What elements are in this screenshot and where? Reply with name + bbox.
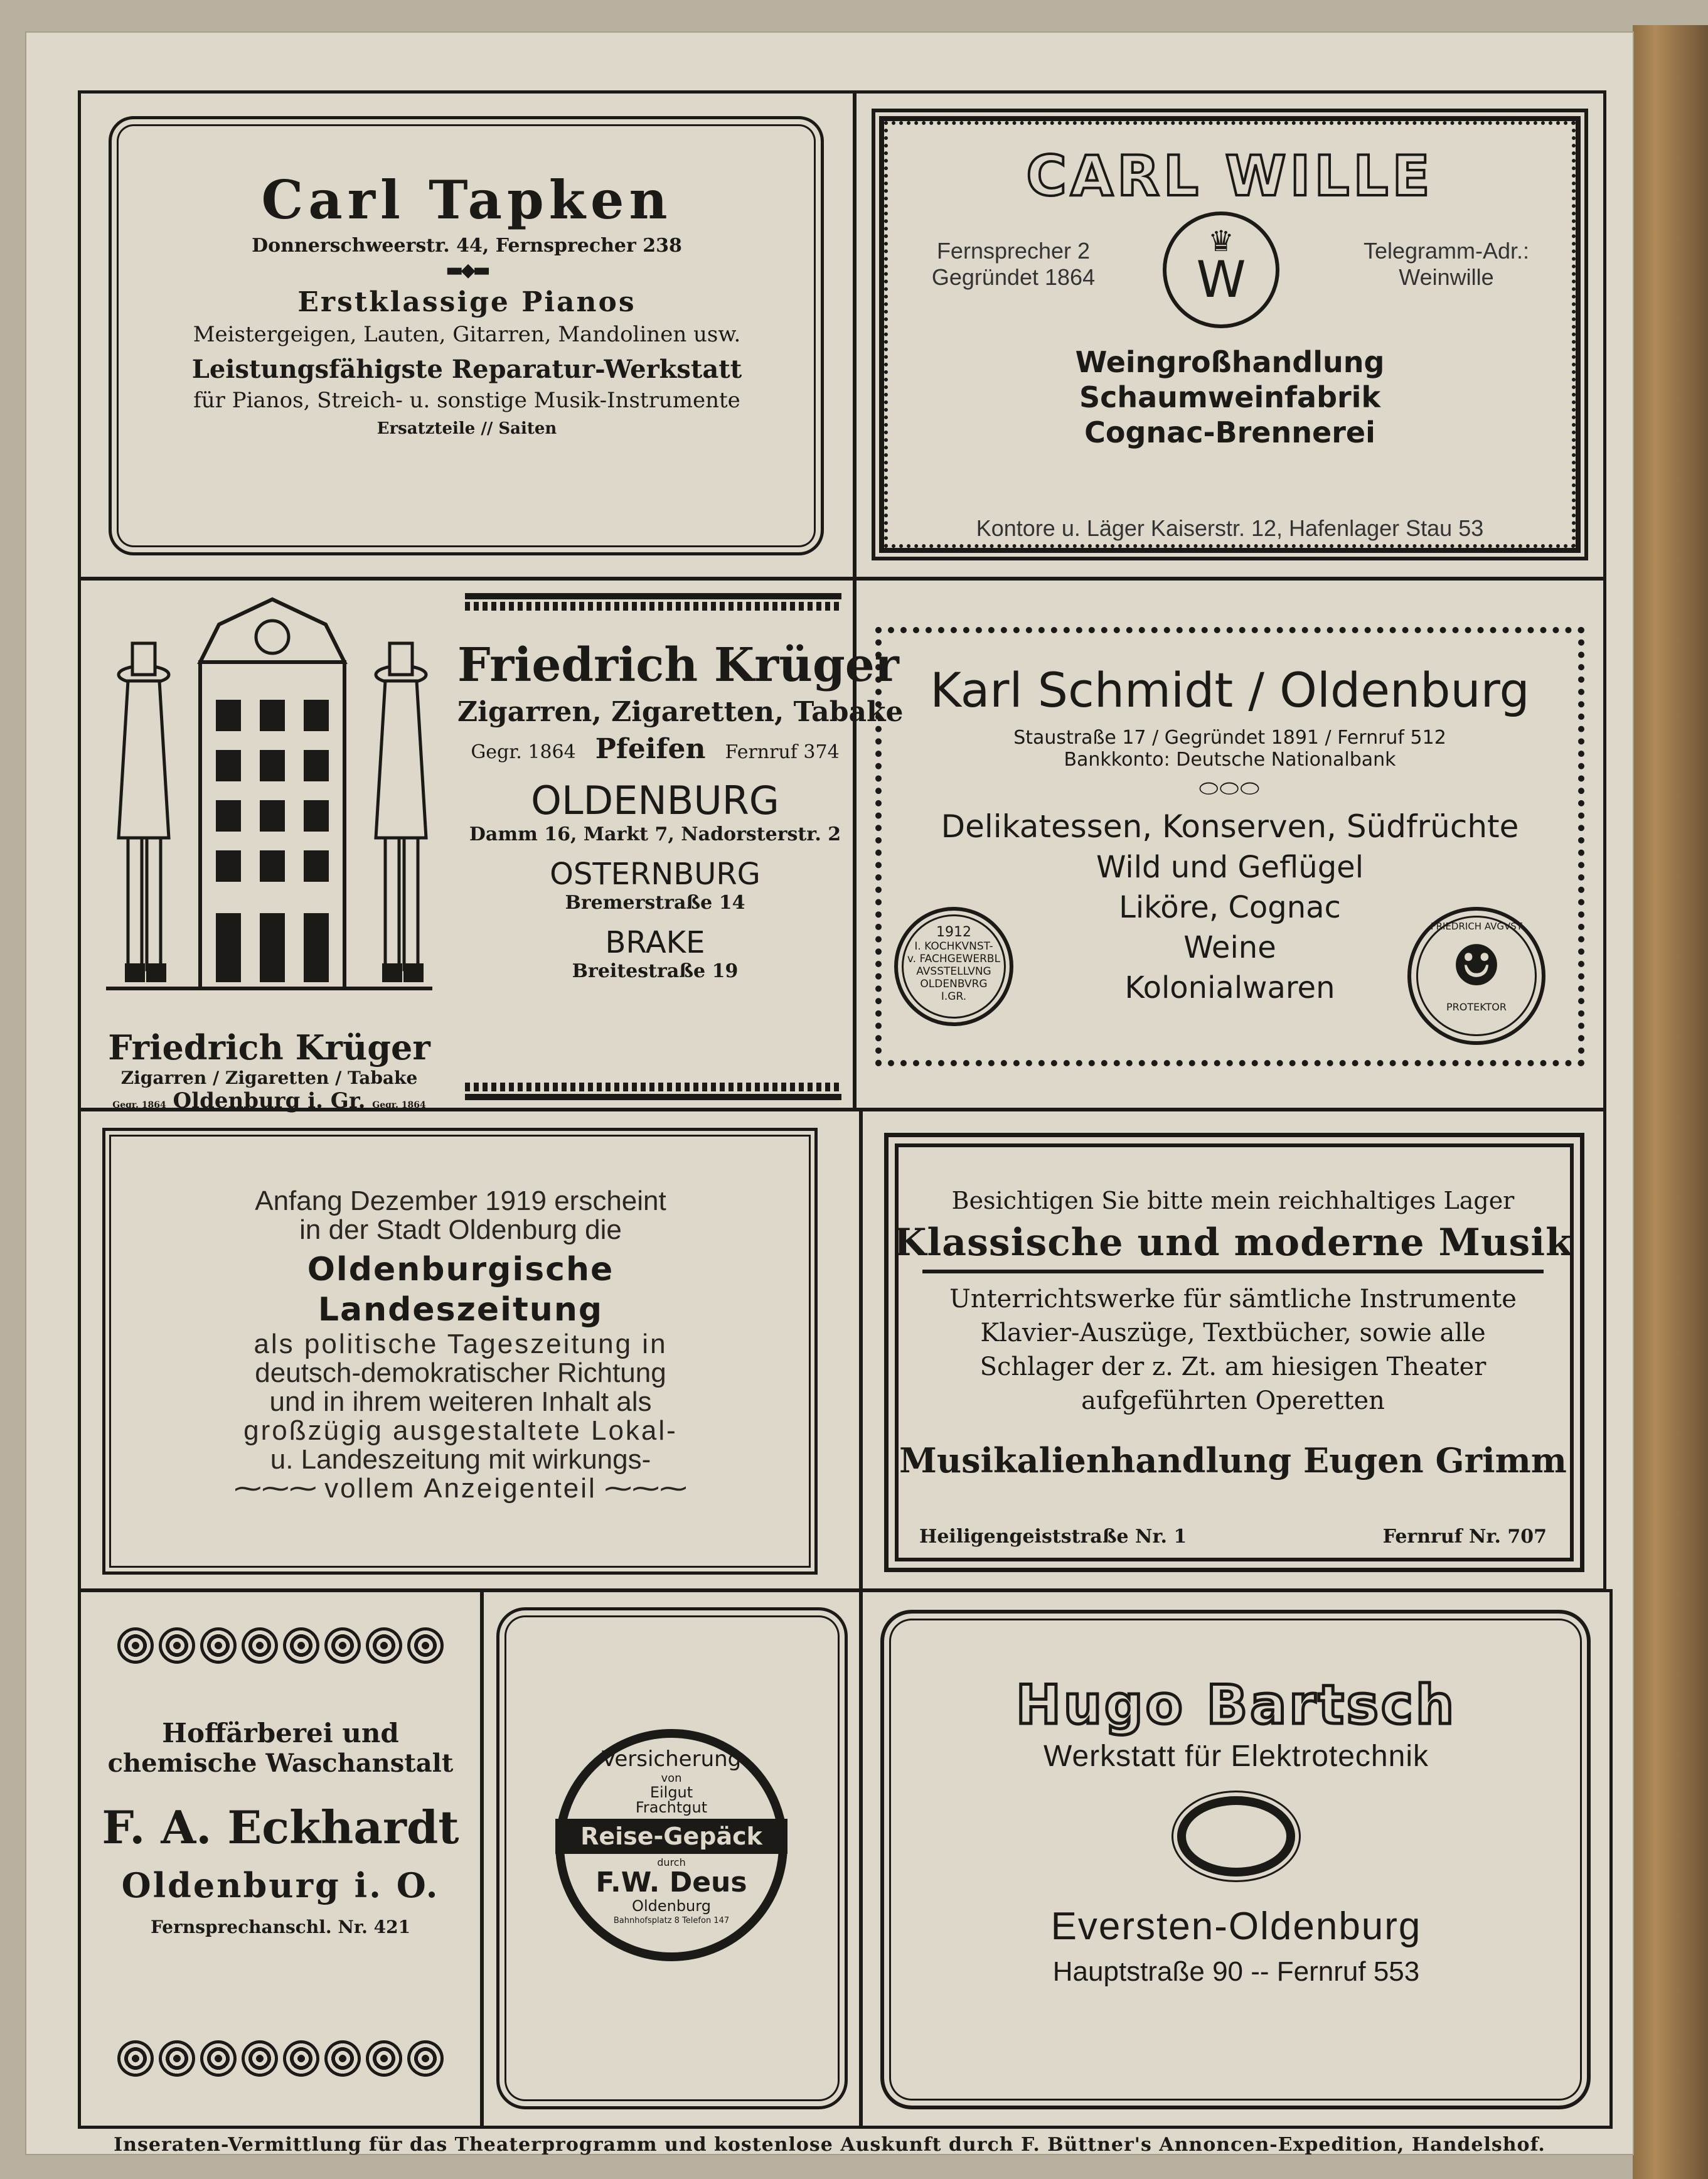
target-ornament <box>159 2040 195 2077</box>
zeitung-body-4: u. Landeszeitung mit wirkungs- <box>270 1444 651 1475</box>
target-ornament <box>159 1627 195 1664</box>
deus-ring-bottom: Bahnhofsplatz 8 Telefon 147 <box>613 1916 730 1925</box>
schmidt-address: Staustraße 17 / Gegründet 1891 / Fernruf 512 <box>1013 727 1446 749</box>
tapken-line1: Meistergeigen, Lauten, Gitarren, Mandolinen usw. <box>193 322 741 347</box>
krueger-pipes: Pfeifen <box>595 733 706 765</box>
tapken-line4: Ersatzteile // Saiten <box>376 419 557 438</box>
grimm-line5: aufgeführten Operetten <box>1081 1386 1385 1415</box>
medal1-line1: I. KOCHKVNST- <box>914 940 993 953</box>
target-ornament-row-bottom <box>92 2040 469 2079</box>
tapken-line2: Leistungsfähigste Reparatur-Werkstatt <box>191 355 742 384</box>
krueger-name: Friedrich Krüger <box>457 638 899 692</box>
book-spine <box>1633 25 1708 2179</box>
wille-line2: Schaumweinfabrik <box>1079 380 1381 414</box>
eckhardt-city: Oldenburg i. O. <box>121 1865 440 1905</box>
zeitung-body-0: als politische Tageszeitung in <box>254 1329 668 1359</box>
target-ornament <box>117 2040 154 2077</box>
target-ornament <box>407 2040 444 2077</box>
medal1-line3: AVSSTELLVNG <box>916 965 991 978</box>
ornament-right: ⁓⁓⁓ <box>604 1473 688 1504</box>
grimm-name: Musikalienhandlung Eugen Grimm <box>899 1440 1567 1480</box>
schmidt-bank: Bankkonto: Deutsche Nationalbank <box>1064 749 1396 771</box>
eckhardt-line2: chemische Waschanstalt <box>107 1748 454 1778</box>
deus-name: F.W. Deus <box>595 1866 747 1898</box>
eckhardt-line1: Hoffärberei und <box>162 1718 399 1748</box>
bottom-stripe <box>465 1083 841 1091</box>
target-ornament-row-top <box>92 1627 469 1666</box>
wille-address: Kontore u. Läger Kaiserstr. 12, Hafenlager Stau 53 <box>976 515 1484 541</box>
wille-line1: Weingroßhandlung <box>1075 345 1385 379</box>
zeitung-body-5: vollem Anzeigenteil <box>324 1473 597 1504</box>
krueger-line1: Zigarren, Zigaretten, Tabake <box>457 696 904 728</box>
deus-band: Reise-Gepäck <box>555 1819 787 1854</box>
deus-small2: Eilgut <box>649 1784 693 1801</box>
schmidt-line4: Weine <box>1183 930 1276 965</box>
krueger-founded: Gegr. 1864 <box>471 741 576 763</box>
wille-monogram <box>1163 211 1279 328</box>
target-ornament <box>283 1627 319 1664</box>
target-ornament <box>117 1627 154 1664</box>
wille-name: CARL WILLE <box>1026 144 1434 208</box>
w-monogram-icon: W <box>1196 250 1246 309</box>
oval-divider: ⬭⬭⬭ <box>1198 776 1261 801</box>
tapken-line3: für Pianos, Streich- u. sonstige Musik-Instrumente <box>193 388 740 413</box>
krueger-logo-founded-right: Gegr. 1864 <box>372 1100 426 1110</box>
ad-fw-deus <box>481 1589 862 2129</box>
exhibition-medal <box>894 907 1013 1026</box>
grimm-phone: Fernruf Nr. 707 <box>1382 1526 1547 1548</box>
krueger-addr2: Bremerstraße 14 <box>565 892 745 914</box>
target-ornament <box>200 1627 237 1664</box>
headline-underline <box>922 1270 1544 1273</box>
ad-landeszeitung <box>78 1108 862 1592</box>
ornament-divider: ▬◆▬ <box>446 259 488 281</box>
krueger-phone: Fernruf 374 <box>725 741 840 763</box>
tapken-name: Carl Tapken <box>261 169 673 231</box>
deus-city: Oldenburg <box>632 1897 711 1915</box>
medal2-bottom: PROTEKTOR <box>1446 1001 1507 1013</box>
eckhardt-name: F. A. Eckhardt <box>102 1801 459 1854</box>
bartsch-address: Hauptstraße 90 -- Fernruf 553 <box>1052 1956 1420 1987</box>
footer-note: Inseraten-Vermittlung für das Theaterprogramm und kostenlose Auskunft durch F. Büttner's Annoncen-Expedition, Handelshof. <box>114 2134 1545 2156</box>
insurance-seal <box>555 1729 787 1961</box>
ad-hugo-bartsch <box>860 1589 1613 2129</box>
zeitung-body-3: großzügig ausgestaltete Lokal- <box>243 1415 678 1446</box>
wille-phone: Fernsprecher 2 <box>936 238 1091 264</box>
ad-carl-wille <box>853 90 1606 580</box>
ad-fa-eckhardt <box>78 1589 483 2129</box>
deus-small1: von <box>661 1772 682 1785</box>
medal1-line2: v. FACHGEWERBL <box>907 953 1001 965</box>
deus-small4: durch <box>657 1856 686 1868</box>
target-ornament <box>283 2040 319 2077</box>
tapken-headline: Erstklassige Pianos <box>297 286 636 318</box>
top-bar <box>465 593 841 599</box>
ad-eugen-grimm <box>860 1108 1606 1592</box>
deus-small3: Frachtgut <box>635 1799 708 1816</box>
schmidt-line5: Kolonialwaren <box>1124 970 1335 1005</box>
medal1-line0: 1912 <box>936 924 971 940</box>
krueger-logo-founded-left: Gegr. 1864 <box>112 1100 166 1110</box>
crown-icon: ♛ <box>1208 224 1234 258</box>
newspaper-page <box>26 33 1633 2154</box>
wille-telegram-label: Telegramm-Adr.: <box>1363 238 1530 264</box>
wille-founded: Gegründet 1864 <box>931 264 1096 290</box>
target-ornament <box>242 1627 278 1664</box>
portrait-medal <box>1407 907 1545 1045</box>
krueger-logo-name: Friedrich Krüger <box>108 1027 430 1068</box>
target-ornament <box>366 2040 402 2077</box>
grimm-headline: Klassische und moderne Musik <box>894 1221 1572 1265</box>
medal2-top: FRIEDRICH AVGVST <box>1430 921 1522 932</box>
ad-karl-schmidt <box>853 577 1606 1111</box>
zeitung-line2: in der Stadt Oldenburg die <box>299 1214 622 1245</box>
top-stripe <box>465 602 841 611</box>
krueger-city3: BRAKE <box>605 925 705 960</box>
bottom-bar <box>465 1094 841 1100</box>
zeitung-body-2: und in ihrem weiteren Inhalt als <box>269 1386 652 1417</box>
medal1-line5: I.GR. <box>941 990 967 1003</box>
krueger-city2: OSTERNBURG <box>550 857 761 892</box>
bartsch-line1: Werkstatt für Elektrotechnik <box>1043 1740 1429 1773</box>
profile-portrait-icon: ☻ <box>1451 933 1502 999</box>
krueger-addr1: Damm 16, Markt 7, Nadorsterstr. 2 <box>469 823 841 845</box>
target-ornament <box>200 2040 237 2077</box>
krueger-city1: OLDENBURG <box>531 778 779 823</box>
bartsch-name: Hugo Bartsch <box>1015 1674 1457 1737</box>
schmidt-line2: Wild und Geflügel <box>1096 850 1364 885</box>
grimm-address: Heiligengeiststraße Nr. 1 <box>919 1526 1187 1548</box>
deus-ring-top: Versicherung <box>601 1747 742 1772</box>
grimm-line2: Unterrichtswerke für sämtliche Instrumente <box>949 1285 1517 1314</box>
oval-emblem <box>1177 1796 1295 1877</box>
target-ornament <box>366 1627 402 1664</box>
krueger-logo-line: Zigarren / Zigaretten / Tabake <box>120 1068 418 1088</box>
schmidt-name: Karl Schmidt / Oldenburg <box>930 662 1530 718</box>
krueger-logo-city: Oldenburg i. Gr. <box>173 1088 366 1113</box>
grimm-line3: Klavier-Auszüge, Textbücher, sowie alle <box>980 1319 1486 1347</box>
bartsch-city: Eversten-Oldenburg <box>1050 1905 1422 1948</box>
wille-telegram: Weinwille <box>1399 264 1494 290</box>
eckhardt-phone: Fernsprechanschl. Nr. 421 <box>150 1917 411 1937</box>
krueger-addr3: Breitestraße 19 <box>572 960 739 982</box>
tapken-address: Donnerschweerstr. 44, Fernsprecher 238 <box>252 235 682 257</box>
zeitung-title2: Landeszeitung <box>318 1291 604 1329</box>
zeitung-title1: Oldenburgische <box>307 1251 614 1288</box>
ornament-left: ⁓⁓⁓ <box>233 1473 325 1504</box>
grimm-line1: Besichtigen Sie bitte mein reichhaltiges Lager <box>951 1187 1515 1214</box>
grimm-line4: Schlager der z. Zt. am hiesigen Theater <box>979 1352 1486 1381</box>
ad-friedrich-krueger <box>78 577 904 1113</box>
target-ornament <box>324 2040 361 2077</box>
ad-carl-tapken <box>78 90 856 580</box>
wille-line3: Cognac-Brennerei <box>1084 415 1375 449</box>
target-ornament <box>324 1627 361 1664</box>
shop-facade-illustration <box>93 587 445 995</box>
zeitung-body-1: deutsch-demokratischer Richtung <box>255 1357 666 1388</box>
schmidt-line3: Liköre, Cognac <box>1119 890 1341 925</box>
zeitung-line1: Anfang Dezember 1919 erscheint <box>255 1186 666 1216</box>
schmidt-line1: Delikatessen, Konserven, Südfrüchte <box>941 808 1519 845</box>
medal1-line4: OLDENBVRG <box>920 978 988 990</box>
target-ornament <box>242 2040 278 2077</box>
target-ornament <box>407 1627 444 1664</box>
